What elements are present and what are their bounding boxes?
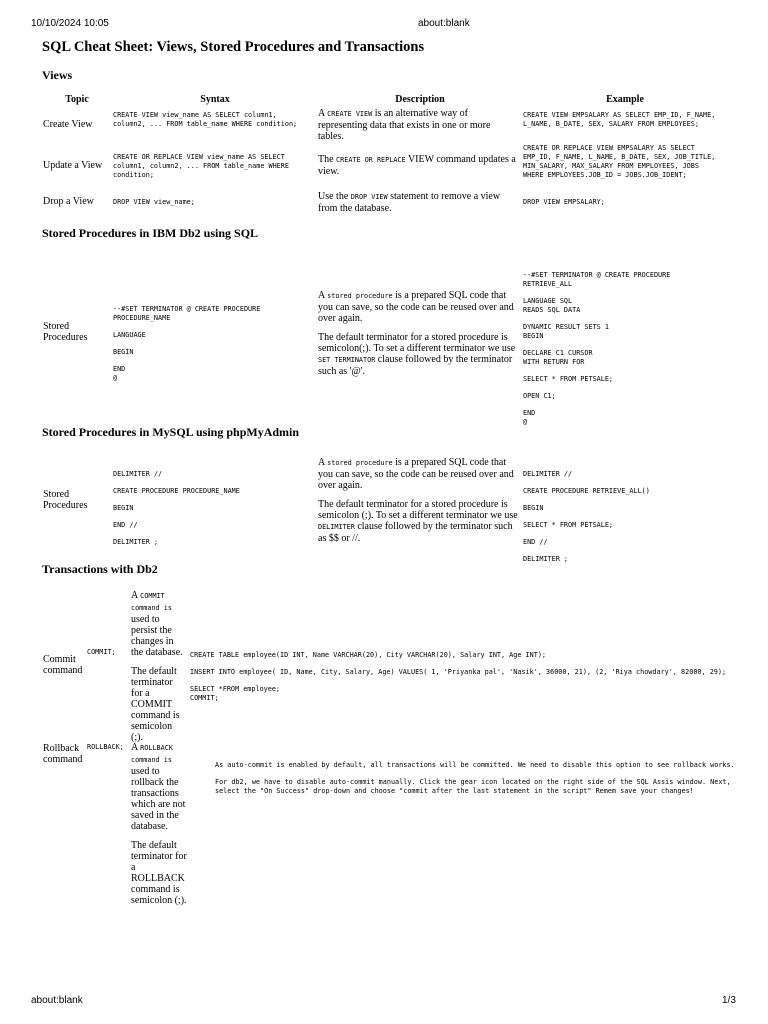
page-title: SQL Cheat Sheet: Views, Stored Procedures and Transactions bbox=[42, 39, 425, 55]
section-heading-db2-sp: Stored Procedures in IBM Db2 using SQL bbox=[42, 226, 259, 240]
col-header-description: Description bbox=[395, 94, 445, 105]
example-create-view: CREATE VIEW EMPSALARY AS SELECT EMP_ID, F_NAME, L_NAME, B_DATE, SEX, SALARY FROM EMPLOYEES; bbox=[523, 111, 720, 128]
section-heading-mysql-sp: Stored Procedures in MySQL using phpMyAdmin bbox=[42, 425, 300, 439]
page-number: 1/3 bbox=[722, 995, 736, 1006]
topic-create-view: Create View bbox=[43, 119, 93, 130]
example-commit: CREATE TABLE employee(ID INT, Name VARCHAR(20), City VARCHAR(20), Salary INT, Age INT); INSERT INTO employee( ID, Name, City, Salary, Age) VALUES( 1, 'Priyanka pal', 'Nasik', 36000, 21), (2, 'Riya chowdary', 82000, 29); SELECT *FROM employee; COMMIT; bbox=[190, 651, 727, 702]
footer-url: about:blank bbox=[31, 995, 83, 1006]
topic-db2-sp: Stored Procedures bbox=[43, 321, 88, 343]
desc-update-view: The CREATE OR REPLACE VIEW command updates a view. bbox=[318, 154, 516, 177]
syntax-drop-view: DROP VIEW view_name; bbox=[113, 198, 195, 206]
example-drop-view: DROP VIEW EMPSALARY; bbox=[523, 198, 605, 206]
section-heading-transactions: Transactions with Db2 bbox=[42, 562, 158, 576]
example-mysql-sp: DELIMITER // CREATE PROCEDURE RETRIEVE_ALL() BEGIN SELECT * FROM PETSALE; END // DELIMITER ; bbox=[523, 470, 650, 563]
desc-drop-view: Use the DROP VIEW statement to remove a view from the database. bbox=[318, 191, 501, 214]
example-db2-sp: --#SET TERMINATOR @ CREATE PROCEDURE RETRIEVE_ALL LANGUAGE SQL READS SQL DATA DYNAMIC RESULT SETS 1 BEGIN DECLARE C1 CURSOR WITH RETURN FOR SELECT * FROM PETSALE; OPEN C1; END @ bbox=[523, 271, 675, 426]
col-header-topic: Topic bbox=[65, 94, 89, 105]
col-header-example: Example bbox=[606, 94, 644, 105]
desc-commit: A COMMIT command is used to persist the changes in the database. The default terminator for a COMMIT command is semicolon (;). bbox=[131, 590, 183, 743]
topic-rollback: Rollback command bbox=[43, 743, 83, 765]
example-update-view: CREATE OR REPLACE VIEW EMPSALARY AS SELECT EMP_ID, F_NAME, L_NAME, B_DATE, SEX, JOB_TITLE, MIN_SALARY, MAX_SALARY FROM EMPLOYEES, JOBS WHERE EMPLOYEES.JOB_ID = JOBS.JOB_IDENT; bbox=[523, 144, 720, 179]
topic-commit: Commit command bbox=[43, 654, 83, 676]
syntax-create-view: CREATE VIEW view_name AS SELECT column1, column2, ... FROM table_name WHERE condition; bbox=[113, 111, 298, 128]
col-header-syntax: Syntax bbox=[200, 94, 230, 105]
print-datetime: 10/10/2024 10:05 bbox=[31, 18, 109, 29]
section-heading-views: Views bbox=[42, 68, 73, 82]
topic-update-view: Update a View bbox=[43, 160, 103, 171]
print-url: about:blank bbox=[418, 18, 470, 29]
syntax-commit: COMMIT; bbox=[87, 648, 116, 656]
syntax-rollback: ROLLBACK; bbox=[87, 743, 124, 751]
example-rollback: As auto-commit is enabled by default, all transactions will be committed. We need to disable this option to see rollback works. For db2, we have to disable auto-commit manually. Click the gear icon located on the right side of the SQL Assis window. Next, select the "On Success" drop-down and choose "commit after the last statement in the script" Remem save your changes! bbox=[215, 761, 735, 795]
desc-mysql-sp: A stored procedure is a prepared SQL code that you can save, so the code can be reused over and over again. The default terminator for a stored procedure is semicolon (;). To set a different terminator we use DELIMITER clause followed by the terminator such as $$ or //. bbox=[318, 457, 518, 544]
topic-drop-view: Drop a View bbox=[43, 196, 94, 207]
syntax-db2-sp: --#SET TERMINATOR @ CREATE PROCEDURE PROCEDURE_NAME LANGUAGE BEGIN END @ bbox=[113, 305, 265, 382]
desc-rollback: A ROLLBACK command is used to rollback the transactions which are not saved in the database. The default terminator for a ROLLBACK command is semicolon (;). bbox=[131, 742, 187, 906]
syntax-mysql-sp: DELIMITER // CREATE PROCEDURE PROCEDURE_NAME BEGIN END // DELIMITER ; bbox=[113, 470, 240, 546]
desc-db2-sp: A stored procedure is a prepared SQL code that you can save, so the code can be reused over and over again. The default terminator for a stored procedure is semicolon(;). To set a different terminator we use SET TERMINATOR clause followed by the terminator such as '@'. bbox=[318, 290, 516, 377]
desc-create-view: A CREATE VIEW is an alternative way of representing data that exists in one or more tables. bbox=[318, 108, 491, 142]
topic-mysql-sp: Stored Procedures bbox=[43, 489, 88, 511]
syntax-update-view: CREATE OR REPLACE VIEW view_name AS SELECT column1, column2, ... FROM table_name WHERE condition; bbox=[113, 153, 294, 179]
